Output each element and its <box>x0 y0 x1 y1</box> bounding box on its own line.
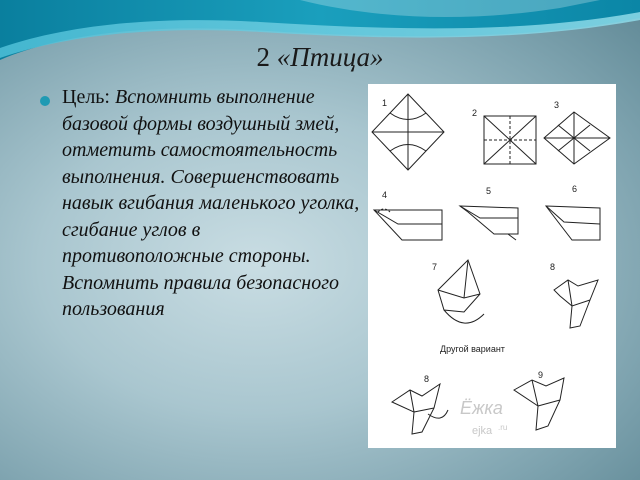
step-3-figure <box>544 112 610 164</box>
title-number: 2 <box>256 42 270 72</box>
step-7-figure <box>438 260 484 323</box>
bullet-icon <box>40 96 50 106</box>
origami-diagram <box>368 84 616 448</box>
slide-title <box>0 42 640 73</box>
step-5-figure <box>460 206 518 240</box>
step-2-figure <box>484 116 536 164</box>
step-4-figure <box>374 209 442 240</box>
step-label-4: 4 <box>382 190 388 200</box>
step-label-6: 6 <box>572 184 578 194</box>
step-label-2: 2 <box>472 108 478 118</box>
goal-paragraph <box>62 84 362 323</box>
step-8-figure <box>554 280 598 328</box>
origami-steps-svg <box>368 84 616 448</box>
watermark-tld: .ru <box>498 423 508 432</box>
step-6-figure <box>546 206 600 240</box>
watermark-main: ejka <box>472 425 493 437</box>
step-label-5: 5 <box>486 186 492 196</box>
watermark-script: Ёжка <box>460 398 503 418</box>
goal-label: Цель: <box>62 86 110 108</box>
goal-text: Вспомнить выполнение базовой формы воздушный змей, отметить самостоятельность выполнения. Совершенствовать навык вгибания маленького уголка, сгибание углов в противоположные стороны. Вспомнить правила безопасного пользования <box>62 86 360 320</box>
step-label-3: 3 <box>554 100 560 110</box>
step-label-8: 8 <box>550 262 556 272</box>
step-8b-figure <box>392 384 448 434</box>
step-9-figure <box>514 378 564 430</box>
step-label-8b: 8 <box>424 374 430 384</box>
watermark-logo <box>460 398 507 437</box>
step-label-7: 7 <box>432 262 438 272</box>
diagram-caption: Другой вариант <box>440 344 505 354</box>
step-label-9: 9 <box>538 370 544 380</box>
title-text: «Птица» <box>276 42 384 72</box>
step-label-1: 1 <box>382 98 388 108</box>
